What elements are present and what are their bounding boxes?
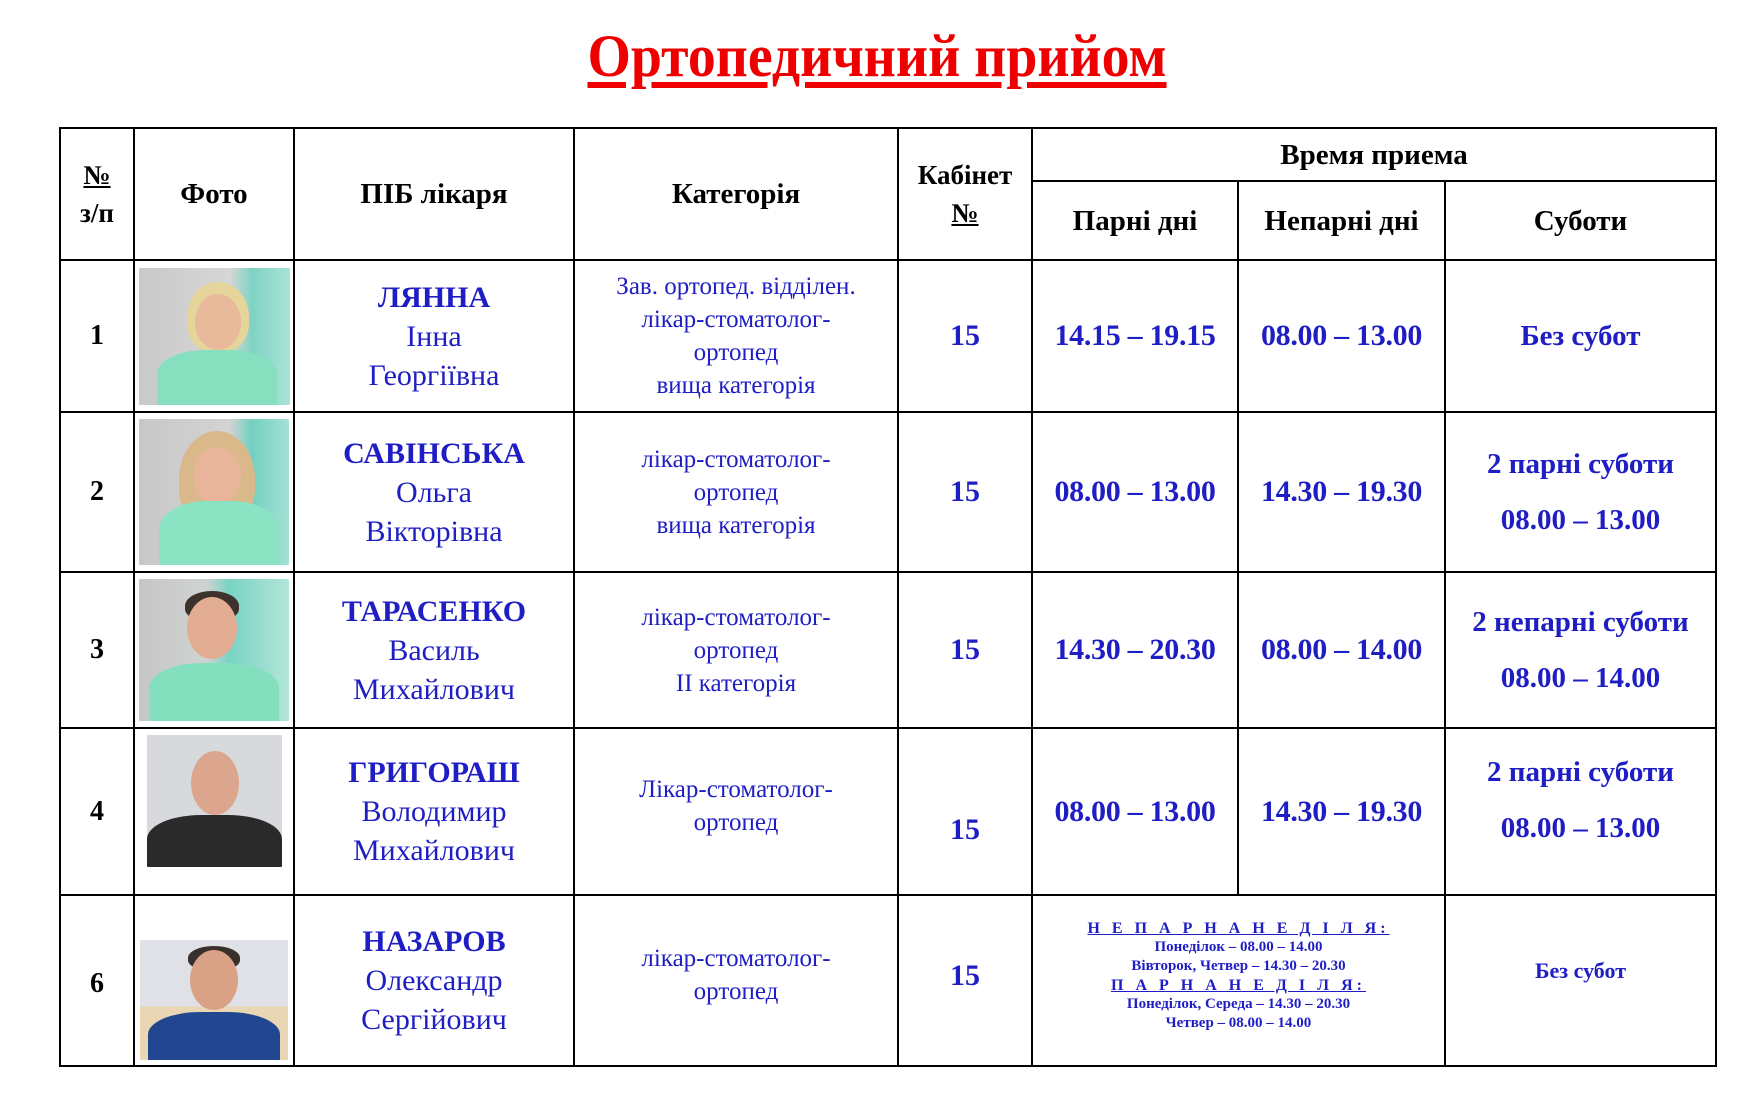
table-row — [60, 728, 1716, 895]
room-number: 15 — [898, 572, 1032, 728]
odd-days-time: 14.30 – 19.30 — [1238, 728, 1445, 895]
row-number: 2 — [60, 412, 134, 572]
category-line: ортопед — [693, 339, 779, 366]
doctor-first-name: Василь — [388, 633, 480, 667]
room-number: 15 — [898, 260, 1032, 412]
doctor-first-name: Ольга — [396, 475, 472, 509]
row-number: 3 — [60, 572, 134, 728]
doctor-photo-icon — [139, 579, 289, 721]
doctor-category — [574, 572, 898, 728]
odd-week-line: Вівторок, Четвер – 14.30 – 20.30 — [1131, 957, 1346, 974]
category-line: ІІ категорія — [675, 669, 797, 697]
doctor-name — [294, 728, 574, 895]
header-num-label: з/п — [80, 198, 114, 228]
even-week-title: П А Р Н А Н Е Д І Л Я: — [1111, 976, 1366, 994]
photo-cell — [134, 895, 294, 1066]
doctor-name — [294, 260, 574, 412]
category-line: вища категорія — [656, 372, 816, 399]
doctor-surname: САВІНСЬКА — [343, 436, 525, 470]
table-row — [60, 260, 1716, 412]
doctor-category — [574, 412, 898, 572]
doctor-photo-icon — [139, 268, 290, 405]
saturday-line: 08.00 – 13.00 — [1500, 811, 1661, 844]
photo-cell — [134, 728, 294, 895]
room-number: 15 — [898, 895, 1032, 1066]
doctor-category — [574, 260, 898, 412]
header-category: Категорія — [574, 128, 898, 260]
odd-week-title: Н Е П А Р Н А Н Е Д І Л Я: — [1087, 919, 1390, 937]
header-num-sign: № — [83, 160, 111, 190]
category-line: Зав. ортопед. відділен. — [616, 273, 856, 300]
header-name: ПІБ лікаря — [294, 128, 574, 260]
saturday-schedule — [1445, 895, 1716, 1066]
odd-week-line: Понеділок – 08.00 – 14.00 — [1154, 938, 1323, 955]
doctor-surname: НАЗАРОВ — [362, 925, 506, 958]
doctor-patronymic: Сергійович — [361, 1003, 507, 1036]
category-line: Лікар-стоматолог- — [639, 775, 833, 803]
doctor-first-name: Олександр — [365, 964, 503, 997]
saturday-line: 08.00 – 13.00 — [1500, 504, 1661, 536]
odd-days-time: 08.00 – 13.00 — [1238, 260, 1445, 412]
even-days-time: 08.00 – 13.00 — [1032, 412, 1238, 572]
doctor-first-name: Володимир — [361, 795, 507, 828]
row-number: 4 — [60, 728, 134, 895]
even-days-time: 14.30 – 20.30 — [1032, 572, 1238, 728]
photo-cell — [134, 572, 294, 728]
category-line: лікар-стоматолог- — [641, 944, 831, 972]
saturday-schedule — [1445, 260, 1716, 412]
doctor-patronymic: Вікторівна — [365, 514, 503, 548]
header-num — [60, 128, 134, 260]
photo-cell — [134, 412, 294, 572]
category-line: ортопед — [693, 977, 779, 1005]
doctor-name — [294, 572, 574, 728]
doctor-patronymic: Михайлович — [353, 672, 515, 706]
header-even-days: Парні дні — [1032, 181, 1238, 260]
even-week-line: Четвер – 08.00 – 14.00 — [1165, 1014, 1312, 1031]
header-room-sign: № — [951, 198, 979, 228]
saturday-schedule — [1445, 572, 1716, 728]
doctor-surname: ЛЯННА — [377, 280, 491, 314]
odd-days-time: 08.00 – 14.00 — [1238, 572, 1445, 728]
saturday-line: Без субот — [1520, 320, 1641, 352]
saturday-line: 2 непарні суботи — [1472, 606, 1689, 638]
even-week-line: Понеділок, Середа – 14.30 – 20.30 — [1126, 995, 1351, 1012]
doctor-category — [574, 728, 898, 895]
saturday-line: 08.00 – 14.00 — [1500, 662, 1661, 694]
saturday-line: 2 парні суботи — [1487, 448, 1674, 480]
category-line: ортопед — [693, 478, 779, 506]
row-number: 6 — [60, 895, 134, 1066]
header-photo: Фото — [134, 128, 294, 260]
saturday-schedule — [1445, 728, 1716, 895]
table-row — [60, 895, 1716, 1066]
saturday-line: Без субот — [1534, 957, 1627, 983]
doctor-patronymic: Михайлович — [353, 834, 515, 867]
table-row — [60, 412, 1716, 572]
doctor-photo-icon — [139, 419, 289, 565]
category-line: лікар-стоматолог- — [641, 306, 831, 333]
schedule-table — [59, 127, 1717, 1067]
week-schedule — [1032, 895, 1445, 1066]
room-number: 15 — [898, 728, 1032, 895]
category-line: вища категорія — [656, 511, 816, 539]
header-room-label: Кабінет — [917, 160, 1013, 190]
category-line: лікар-стоматолог- — [641, 603, 831, 631]
header-time-group: Время приема — [1032, 128, 1716, 181]
doctor-name — [294, 895, 574, 1066]
doctor-photo-icon — [147, 735, 282, 867]
doctor-photo-icon — [140, 940, 288, 1060]
category-line: ортопед — [693, 636, 779, 664]
saturday-line: 2 парні суботи — [1487, 755, 1674, 788]
doctor-surname: ТАРАСЕНКО — [341, 594, 527, 628]
doctor-name — [294, 412, 574, 572]
header-row — [60, 128, 1716, 181]
even-days-time: 08.00 – 13.00 — [1032, 728, 1238, 895]
category-line: лікар-стоматолог- — [641, 445, 831, 473]
saturday-schedule — [1445, 412, 1716, 572]
even-days-time: 14.15 – 19.15 — [1032, 260, 1238, 412]
doctor-patronymic: Георгіївна — [368, 358, 500, 392]
doctor-first-name: Інна — [406, 319, 462, 353]
page-title: Ортопедичний прийом — [587, 23, 1167, 89]
doctor-category — [574, 895, 898, 1066]
odd-days-time: 14.30 – 19.30 — [1238, 412, 1445, 572]
header-room — [898, 128, 1032, 260]
row-number: 1 — [60, 260, 134, 412]
doctor-surname: ГРИГОРАШ — [348, 756, 520, 789]
header-odd-days: Непарні дні — [1238, 181, 1445, 260]
room-number: 15 — [898, 412, 1032, 572]
photo-cell — [134, 260, 294, 412]
table-row — [60, 572, 1716, 728]
category-line: ортопед — [693, 808, 779, 836]
header-saturdays: Суботи — [1445, 181, 1716, 260]
